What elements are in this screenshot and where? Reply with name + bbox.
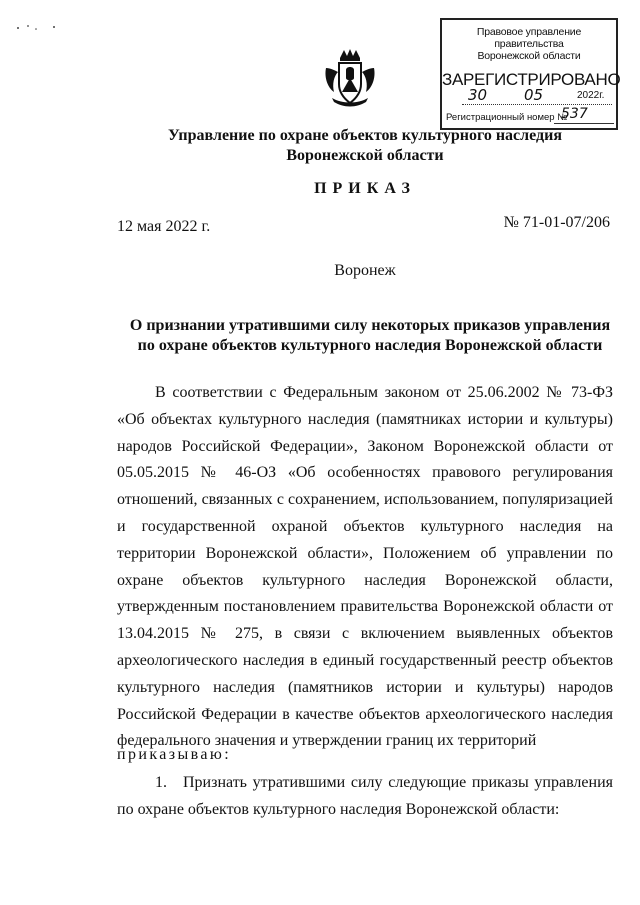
stamp-organization [442,26,616,62]
preamble-paragraph: В соответствии с Федеральным законом от 25.06.2002 № 73-ФЗ «Об объектах культурного наследия (памятниках истории и культуры) народов Российской Федерации», Законом Воронежской области от 05.05.2015 № 46-ОЗ «Об особенностях правового регулирования отношений, связанных с сохранением, использованием, популяризацией и государственной охраной объектов культурного наследия на территории Воронежской области», Положением об управлении по охране объектов культурного наследия Воронежской области, утвержденным постановлением правительства Воронежской области от 13.04.2015 № 275, в связи с включением выявленных объектов археологического наследия в единый государственный реестр объектов культурного наследия (памятников истории и культуры) народов Российской Федерации в качестве объектов археологического наследия федерального значения и утверждении границ их территорий [117,384,613,750]
document-type: ПРИКАЗ [314,180,416,197]
subject-line2: по охране объектов культурного наследия Воронежской области [137,337,603,354]
stamp-date-day: 30 [468,86,488,104]
stamp-registered-label: ЗАРЕГИСТРИРОВАНО [442,70,621,89]
list-item [117,770,613,824]
order-subject [120,316,620,356]
stamp-date-year: 2022г. [577,90,605,101]
order-number: № 71-01-07/206 [503,214,610,231]
department-line2: Воронежской области [286,147,444,164]
department-name [120,126,610,166]
stamp-reg-label: Регистрационный номер № [446,112,568,123]
stamp-org-line2: Воронежской области [477,50,581,62]
stamp-org-line1: Правовое управление правительства [476,26,582,50]
order-directive: приказываю: [117,746,232,763]
stamp-reg-number-row [446,106,614,123]
order-city: Воронеж [334,262,396,279]
order-date: 12 мая 2022 г. [117,218,211,235]
department-line1: Управление по охране объектов культурного наследия [168,127,562,144]
item-text: Признать утратившими силу следующие приказы управления по охране объектов культурного наследия Воронежской области: [117,774,613,818]
stamp-date-month: 05 [524,86,544,104]
stamp-date [462,86,612,108]
subject-line1: О признании утратившими силу некоторых приказов управления [129,317,611,334]
coat-of-arms-icon [322,48,378,110]
item-number: 1. [155,774,167,791]
scan-artifact-dots [14,18,64,32]
stamp-date-underline [462,104,612,105]
stamp-reg-number: 537 [561,106,588,122]
stamp-reg-underline [554,123,614,124]
registration-stamp [440,18,621,130]
